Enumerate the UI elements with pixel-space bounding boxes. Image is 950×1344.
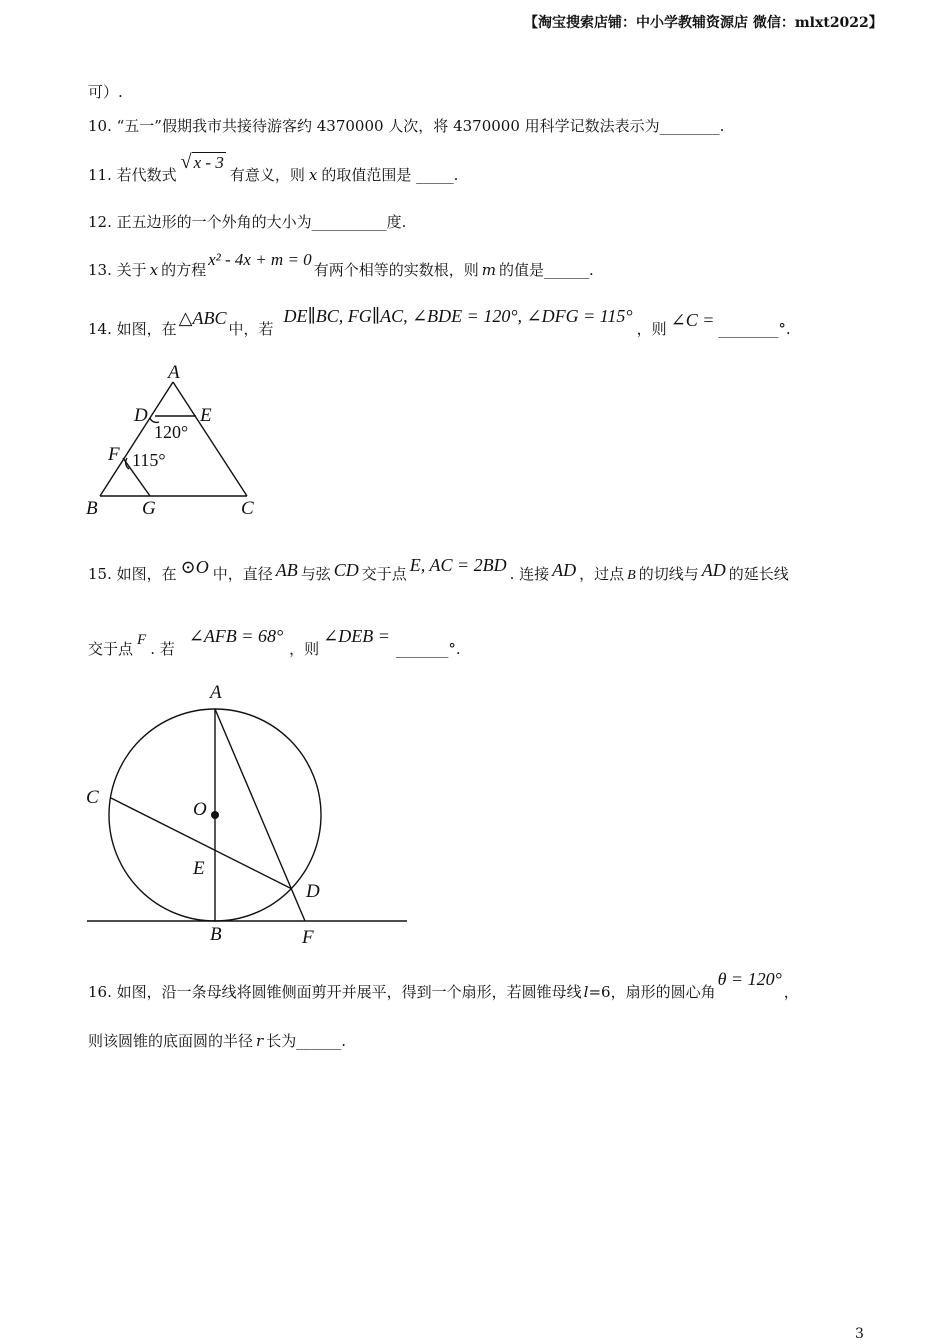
q15-t2: 与弦 [300, 565, 331, 583]
q15-t1: 中，直径 [212, 565, 273, 583]
q15-cond: E, AC = 2BD [409, 555, 507, 575]
question-10: 10. “五一”假期我市共接待游客约 4370000 人次，将 4370000 用科学记数法表示为________. [88, 117, 725, 135]
q16-l: l [583, 983, 589, 1001]
label-e: E [200, 405, 212, 426]
q11-suffix-a: 有意义，则 [229, 166, 305, 184]
q13-suffix-b: 的值是______. [498, 261, 594, 279]
label-a: A [210, 682, 222, 703]
label-c: C [241, 498, 254, 519]
q16-line2-b: 长为______. [266, 1032, 346, 1050]
q15-cd: CD [333, 560, 359, 580]
question-11 [88, 151, 459, 185]
question-14 [88, 306, 791, 339]
label-o: O [193, 799, 207, 820]
q14-blank: ________°. [718, 320, 791, 338]
label-d: D [134, 405, 148, 426]
q16-mid: =6，扇形的圆心角 [588, 983, 716, 1001]
label-d: D [306, 881, 320, 902]
question-15-line2 [88, 626, 461, 660]
q16-prefix: 16. 如图，沿一条母线将圆锥侧面剪开并展平，得到一个扇形，若圆锥母线 [88, 983, 582, 1001]
q13-suffix-a: 有两个相等的实数根，则 [313, 261, 479, 279]
q11-prefix: 11. 若代数式 [88, 166, 177, 184]
q11-radicand: x - 3 [193, 153, 224, 172]
q14-prefix: 14. 如图，在 [88, 320, 177, 338]
q13-equation: x² - 4x + m = 0 [208, 250, 312, 269]
q15-ab: AB [275, 560, 298, 580]
q13-var: x [149, 261, 159, 279]
label-f: F [302, 927, 314, 948]
label-b: B [86, 498, 98, 519]
q16-comma: ， [783, 983, 799, 1001]
q15-line2-c: ，则 [289, 640, 320, 658]
question-12: 12. 正五边形的一个外角的大小为__________度. [88, 213, 407, 231]
q15-t7: 的延长线 [728, 565, 789, 583]
q14-comma: ，则 [636, 320, 667, 338]
question-13 [88, 250, 594, 280]
q11-var: x [308, 166, 318, 184]
page-header: 【淘宝搜索店铺：中小学教辅资源店 微信：mlxt2022】 [524, 15, 883, 31]
q15-t4: . 连接 [509, 565, 550, 583]
q15-ad: AD [552, 560, 577, 580]
label-a: A [168, 362, 180, 383]
figure-14-triangle [80, 360, 280, 525]
label-g: G [142, 498, 156, 519]
q14-condition: DE∥BC, FG∥AC, ∠BDE = 120°, ∠DFG = 115° [283, 306, 633, 326]
q15-ask: ∠DEB = [323, 626, 390, 646]
q13-prefix: 13. 关于 [88, 261, 147, 279]
q16-theta: θ = 120° [717, 969, 782, 989]
q16-line2-a: 则该圆锥的底面圆的半径 [88, 1032, 254, 1050]
q13-mid: 的方程 [161, 261, 207, 279]
q15-angle-given: ∠AFB = 68° [188, 626, 284, 646]
q15-line2-b: . 若 [150, 640, 175, 658]
angle-label-115: 115° [132, 450, 166, 470]
q11-sqrt: √ x - 3 [180, 151, 224, 173]
q15-prefix: 15. 如图，在 [88, 565, 177, 583]
center-point-o [211, 811, 219, 819]
label-f: F [108, 444, 120, 465]
question-16-line1 [88, 969, 799, 1002]
question-15-line1 [88, 555, 789, 586]
q15-t6: 的切线与 [638, 565, 699, 583]
figure-15-circle [80, 675, 420, 955]
label-e: E [193, 858, 205, 879]
q15-t3: 交于点 [361, 565, 407, 583]
label-c: C [86, 787, 99, 808]
q14-mid: 中，若 [228, 320, 274, 338]
q15-blank: _______°. [395, 640, 461, 658]
q14-ask: ∠C = [670, 310, 715, 330]
q15-b: B [627, 568, 636, 583]
angle-label-120: 120° [154, 422, 189, 442]
label-b: B [210, 924, 222, 945]
q15-ad2: AD [701, 560, 726, 580]
question-16-line2 [88, 1031, 346, 1051]
q15-f: F [137, 632, 147, 648]
q15-t5: ，过点 [579, 565, 625, 583]
q15-circle: ⊙O [180, 557, 209, 577]
q14-triangle: △ABC [178, 308, 227, 328]
page-number: 3 [855, 1326, 864, 1342]
q15-line2-a: 交于点 [88, 640, 134, 658]
q16-r: r [256, 1032, 264, 1050]
q13-var2: m [481, 261, 496, 279]
q11-suffix-b: 的取值范围是 _____. [321, 166, 459, 184]
lead-text: 可）. [88, 83, 123, 101]
